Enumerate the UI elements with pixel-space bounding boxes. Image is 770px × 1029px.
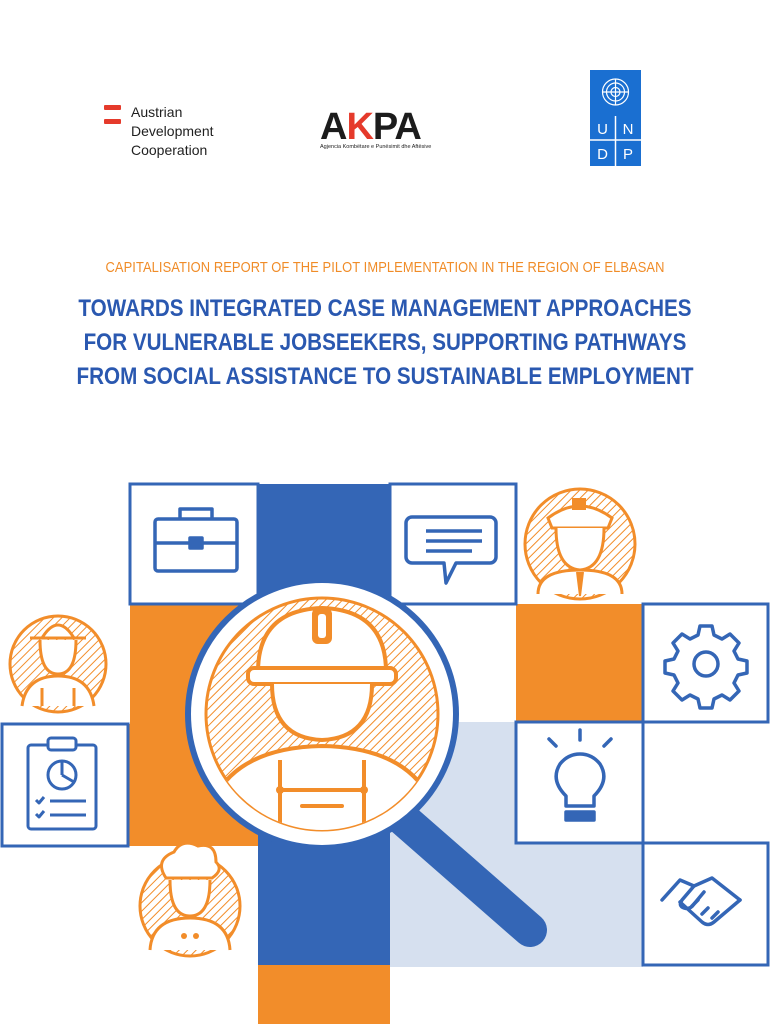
cover-illustration — [0, 475, 770, 1024]
undp-letter-n: N — [622, 121, 634, 138]
ada-line-3: Cooperation — [131, 142, 208, 158]
un-emblem-icon — [603, 79, 629, 105]
akpa-logo — [320, 108, 470, 156]
orange-block-right — [516, 604, 643, 722]
orange-column-base — [258, 965, 390, 1024]
akpa-tagline: Agjencia Kombëtare e Punësimit dhe Aftësive — [320, 144, 432, 150]
chef-icon — [140, 843, 240, 956]
report-title — [54, 292, 716, 394]
partner-logos — [0, 0, 770, 200]
report-title-line-2: FOR VULNERABLE JOBSEEKERS, SUPPORTING PATHWAYS — [83, 329, 687, 356]
ada-logo-text — [131, 103, 291, 160]
police-officer-icon — [525, 489, 635, 599]
ada-line-1: Austrian — [131, 104, 183, 120]
report-title-line-1: TOWARDS INTEGRATED CASE MANAGEMENT APPROACHES — [78, 295, 692, 322]
undp-letter-p: P — [622, 146, 634, 163]
report-title-line-3: FROM SOCIAL ASSISTANCE TO SUSTAINABLE EMPLOYMENT — [76, 363, 694, 390]
handshake-tile — [643, 843, 768, 965]
undp-logo — [590, 70, 641, 166]
speech-bubble-tile — [390, 484, 516, 604]
farmer-icon — [10, 616, 106, 712]
briefcase-tile — [130, 484, 258, 604]
austrian-flag-icon — [104, 105, 121, 126]
lightbulb-tile — [516, 722, 643, 843]
akpa-wordmark: AKPA — [320, 106, 421, 148]
clipboard-tile — [2, 724, 128, 846]
undp-letter-d: D — [597, 146, 608, 163]
undp-letter-u: U — [597, 121, 608, 138]
ada-line-2: Development — [131, 123, 214, 139]
gear-tile — [643, 604, 768, 722]
report-subtitle: CAPITALISATION REPORT OF THE PILOT IMPLEMENTATION IN THE REGION OF ELBASAN — [105, 259, 665, 276]
